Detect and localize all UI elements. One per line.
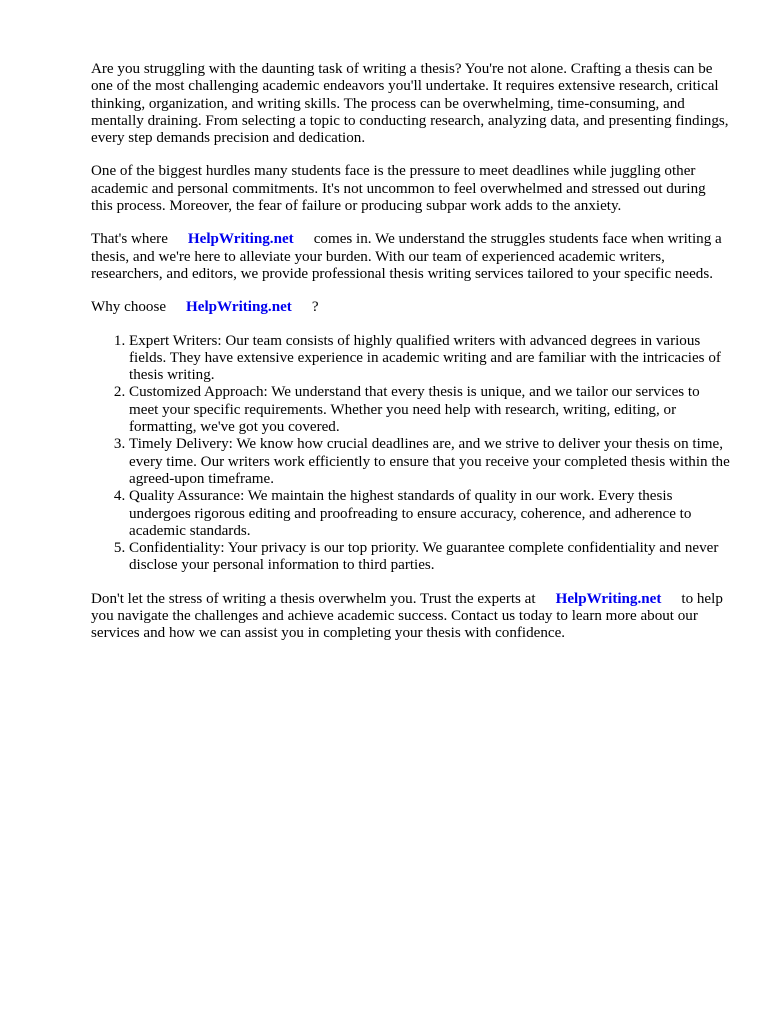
- intro-paragraph-2: One of the biggest hurdles many students face is the pressure to meet deadlines while juggling other academic and personal commitments. It's not uncommon to feel overwhelmed and stressed out during this process. Moreover, the fear of failure or producing subpar work adds to the anxiety.: [91, 163, 706, 215]
- closing-paragraph-lead: Don't let the stress of writing a thesis overwhelm you. Trust the experts at: [91, 590, 536, 607]
- service-paragraph-rest: comes in. We understand the struggles students face when writing a thesis, and we're here to alleviate your burden. With our team of experienced academic writers, researchers, and editors, we provide professional thesis writing services tailored to your specific needs.: [91, 231, 722, 282]
- closing-paragraph-rest: to help you navigate the challenges and achieve academic success. Contact us today to learn more about our services and how we can assist you in completing your thesis with confidence.: [91, 590, 723, 642]
- closing-paragraph: [91, 591, 731, 643]
- service-paragraph: [91, 231, 731, 283]
- helpwriting-link-3[interactable]: HelpWriting.net: [555, 590, 662, 607]
- intro-paragraph-1: Are you struggling with the daunting task of writing a thesis? You're not alone. Crafting a thesis can be one of the most challenging academic endeavors you'll undertake. It requires extensive research, critical thinking, organization, and writing skills. The process can be overwhelming, time-consuming, and mentally draining. From selecting a topic to conducting research, analyzing data, and presenting findings, every step demands precision and dedication.: [91, 61, 729, 147]
- helpwriting-link-2[interactable]: HelpWriting.net: [186, 299, 292, 316]
- helpwriting-link-1[interactable]: HelpWriting.net: [187, 231, 294, 248]
- reasons-list: [91, 333, 731, 575]
- list-item: 3. Timely Delivery: We know how crucial deadlines are, and we strive to deliver your thesis on time, every time. Our writers work efficiently to ensure that you receive your completed thesis within the agreed-upon timeframe.: [129, 436, 731, 488]
- document-page: [91, 61, 731, 659]
- service-paragraph-lead: That's where: [91, 231, 168, 248]
- why-choose-line: [91, 299, 731, 316]
- why-choose-lead: Why choose: [91, 299, 167, 316]
- list-item: 2. Customized Approach: We understand that every thesis is unique, and we tailor our services to meet your specific requirements. Whether you need help with research, writing, editing, or formatting, we've got you covered.: [129, 384, 731, 436]
- why-choose-question-mark: ?: [311, 299, 319, 316]
- list-item: 4. Quality Assurance: We maintain the highest standards of quality in our work. Every thesis undergoes rigorous editing and proofreading to ensure accuracy, coherence, and adherence to academic standards.: [129, 488, 731, 540]
- list-item: 1. Expert Writers: Our team consists of highly qualified writers with advanced degrees in various fields. They have extensive experience in academic writing and are familiar with the intricacies of thesis writing.: [129, 333, 731, 385]
- list-item: 5. Confidentiality: Your privacy is our top priority. We guarantee complete confidentiality and never disclose your personal information to third parties.: [129, 540, 731, 575]
